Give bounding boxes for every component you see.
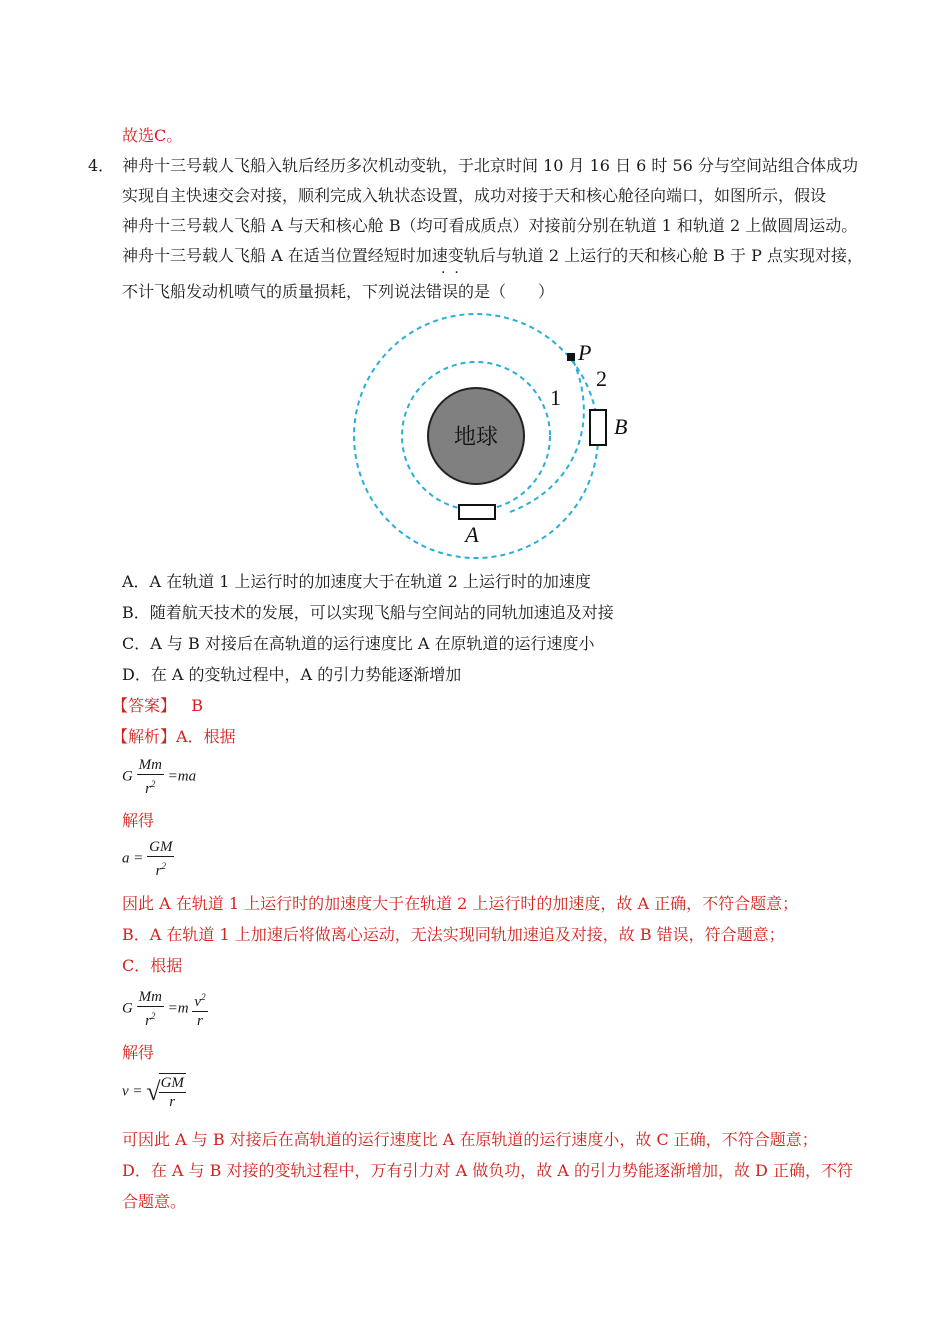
option-c: C．A 与 B 对接后在高轨道的运行速度比 A 在原轨道的运行速度小 — [122, 634, 595, 653]
earth-label: 地球 — [453, 425, 499, 450]
craft-a — [459, 505, 495, 519]
question-line-2: 实现自主快速交会对接，顺利完成入轨状态设置，成功对接于天和核心舱径向端口，如图所示，假设 — [122, 186, 827, 205]
craft-b — [590, 410, 606, 445]
equation-gravity-acceleration: G $\frac{Mm}{r^2}$ =ma — [122, 757, 197, 797]
answer-line — [112, 696, 203, 716]
question-number: 4． — [88, 156, 115, 175]
conclusion-d-line-2: 合题意。 — [122, 1192, 187, 1211]
option-b: B．随着航天技术的发展，可以实现飞船与空间站的同轨加速追及对接 — [122, 603, 614, 622]
equation-velocity-result: v = √ $\frac{GM}{r}$ — [122, 1075, 184, 1110]
option-d: D．在 A 的变轨过程中，A 的引力势能逐渐增加 — [122, 665, 462, 684]
orbit-1-label: 1 — [550, 385, 561, 410]
question-line-3: 神舟十三号载人飞船 A 与天和核心舱 B（均可看成质点）对接前分别在轨道 1 和轨道 2 上做圆周运动。 — [122, 216, 858, 235]
analysis-line — [112, 727, 236, 747]
question-line-1: 神舟十三号载人飞船入轨后经历多次机动变轨，于北京时间 10 月 16 日 6 时 56 分与空间站组合体成功 — [122, 156, 858, 175]
answer-label: 【答案】 — [112, 696, 177, 715]
analysis-label: 【解析】 — [112, 727, 177, 746]
solve-word-2: 解得 — [122, 1043, 155, 1062]
conclusion-d-line-1: D．在 A 与 B 对接的变轨过程中，万有引力对 A 做负功，故 A 的引力势能逐渐增加，故 D 正确，不符 — [122, 1161, 853, 1180]
solve-word-1: 解得 — [122, 811, 155, 830]
point-p-label: P — [578, 340, 592, 365]
equation-gravity-velocity: G $\frac{Mm}{r^2}$ =m $\frac{v^2}{r}$ — [122, 989, 206, 1029]
craft-b-label: B — [614, 414, 628, 439]
question-line-4: 神舟十三号载人飞船 A 在适当位置经短时加速变轨后与轨道 2 上运行的天和核心舱 B 于 P 点实现对接， — [122, 246, 863, 265]
answer-value: B — [191, 696, 204, 715]
option-a: A．A 在轨道 1 上运行时的加速度大于在轨道 2 上运行时的加速度 — [122, 572, 591, 591]
emphasis-dots: · · — [441, 265, 459, 281]
conclusion-b: B．A 在轨道 1 上加速后将做离心运动，无法实现同轨加速追及对接，故 B 错误，符合题意； — [122, 925, 785, 944]
craft-a-label: A — [465, 522, 479, 547]
conclusion-a: 因此 A 在轨道 1 上运行时的加速度大于在轨道 2 上运行时的加速度，故 A 正确，不符合题意； — [122, 894, 799, 913]
question-line-5: 不计飞船发动机喷气的质量损耗，下列说法错误的是（ ） — [122, 282, 555, 301]
previous-conclusion: 故选C。 — [122, 126, 183, 145]
orbit-diagram — [350, 310, 628, 560]
analysis-a-intro: A．根据 — [176, 727, 236, 746]
analysis-c-intro: C．根据 — [122, 956, 183, 975]
orbit-2-label: 2 — [596, 366, 607, 391]
point-p-marker — [567, 353, 575, 361]
equation-acceleration-result: a = $\frac{GM}{r^2}$ — [122, 839, 173, 879]
conclusion-c: 可因此 A 与 B 对接后在高轨道的运行速度比 A 在原轨道的运行速度小，故 C 正确，不符合题意； — [122, 1130, 818, 1149]
